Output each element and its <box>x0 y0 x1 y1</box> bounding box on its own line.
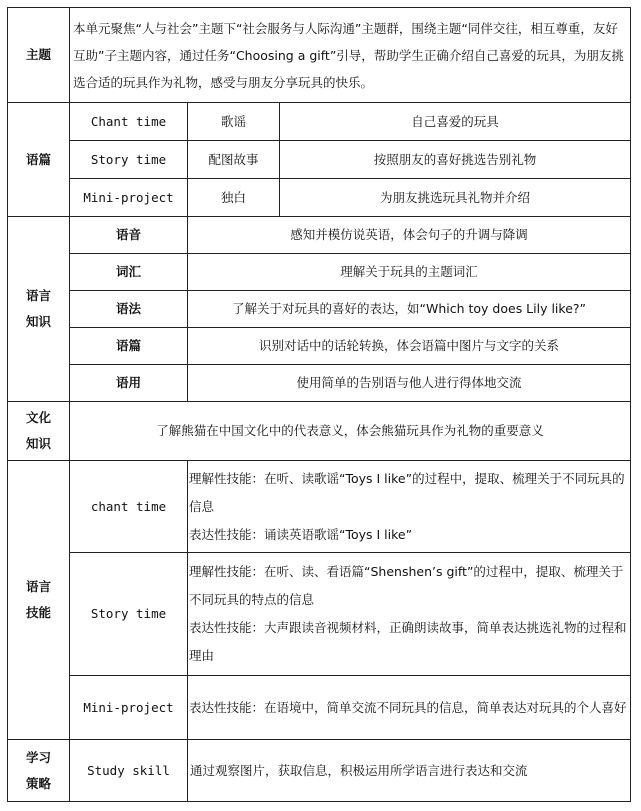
culture-content: 了解熊猫在中国文化中的代表意义，体会熊猫玩具作为礼物的重要意义 <box>70 402 631 461</box>
knowledge-row <box>8 217 631 254</box>
skill-type: chant time <box>70 461 188 553</box>
knowledge-row <box>8 254 631 291</box>
skill-content <box>188 461 631 553</box>
text-type: Story time <box>70 141 188 179</box>
text-row <box>8 141 631 179</box>
text-content: 为朋友挑选玩具礼物并介绍 <box>280 179 631 217</box>
skill-content <box>188 553 631 676</box>
strategy-label: 学习 策略 <box>8 740 70 802</box>
strategy-content: 通过观察图片，获取信息，积极运用所学语言进行表达和交流 <box>188 740 631 802</box>
skill-content <box>188 676 631 740</box>
knowledge-content: 使用简单的告别语与他人进行得体地交流 <box>188 365 631 402</box>
knowledge-item: 语音 <box>70 217 188 254</box>
strategy-row <box>8 740 631 802</box>
theme-description: 本单元聚焦“人与社会”主题下“社会服务与人际沟通”主题群，围绕主题“同伴交往，相互尊重，友好互助”子主题内容，通过任务“Choosing a gift”引导，帮助学生正确介绍自己喜爱的玩具，为朋友挑选合适的玩具作为礼物，感受与朋友分享玩具的快乐。 <box>70 8 631 103</box>
text-row <box>8 179 631 217</box>
knowledge-row <box>8 365 631 402</box>
skill-type: Story time <box>70 553 188 676</box>
text-form: 独白 <box>188 179 280 217</box>
knowledge-content: 理解关于玩具的主题词汇 <box>188 254 631 291</box>
theme-label: 主题 <box>8 8 70 103</box>
knowledge-row <box>8 291 631 328</box>
knowledge-item: 语用 <box>70 365 188 402</box>
knowledge-content: 了解关于对玩具的喜好的表达，如“Which toy does Lily like?” <box>188 291 631 328</box>
skill-line: 表达性技能：大声跟读音视频材料，正确朗读故事，简单表达挑选礼物的过程和理由 <box>189 620 627 663</box>
text-content: 自己喜爱的玩具 <box>280 103 631 141</box>
skill-line: 表达性技能：在语境中，简单交流不同玩具的信息，简单表达对玩具的个人喜好 <box>189 699 627 715</box>
text-form: 配图故事 <box>188 141 280 179</box>
knowledge-row <box>8 328 631 365</box>
knowledge-content: 识别对话中的话轮转换，体会语篇中图片与文字的关系 <box>188 328 631 365</box>
culture-label: 文化 知识 <box>8 402 70 461</box>
knowledge-content: 感知并模仿说英语，体会句子的升调与降调 <box>188 217 631 254</box>
skill-row <box>8 553 631 676</box>
theme-row <box>8 8 631 103</box>
text-type: Chant time <box>70 103 188 141</box>
skill-type: Mini-project <box>70 676 188 740</box>
knowledge-item: 词汇 <box>70 254 188 291</box>
text-row <box>8 103 631 141</box>
text-form: 歌谣 <box>188 103 280 141</box>
text-type: Mini-project <box>70 179 188 217</box>
skill-line: 理解性技能：在听、读歌谣“Toys I like”的过程中，提取、梳理关于不同玩具的信息 <box>189 470 625 514</box>
knowledge-item: 语篇 <box>70 328 188 365</box>
knowledge-item: 语法 <box>70 291 188 328</box>
skill-row <box>8 461 631 553</box>
language-skills-label: 语言 技能 <box>8 461 70 740</box>
skill-line: 表达性技能：诵读英语歌谣“Toys I like” <box>189 526 413 542</box>
strategy-type: Study skill <box>70 740 188 802</box>
texts-label: 语篇 <box>8 103 70 217</box>
culture-row <box>8 402 631 461</box>
text-content: 按照朋友的喜好挑选告别礼物 <box>280 141 631 179</box>
unit-analysis-table <box>7 7 631 802</box>
skill-line: 理解性技能：在听、读、看语篇“Shenshen’s gift”的过程中，提取、梳理关于不同玩具的特点的信息 <box>189 564 624 607</box>
language-knowledge-label: 语言 知识 <box>8 217 70 402</box>
skill-row <box>8 676 631 740</box>
